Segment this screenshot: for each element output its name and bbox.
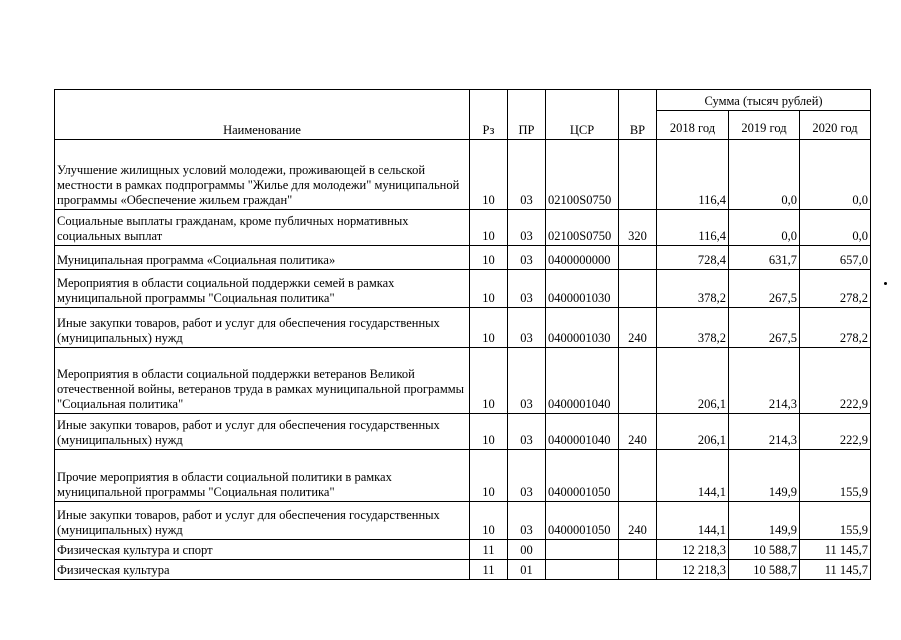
cell-pr: 03	[508, 140, 546, 210]
cell-pr: 03	[508, 348, 546, 414]
header-year-2020: 2020 год	[800, 111, 871, 140]
header-rz: Рз	[470, 90, 508, 140]
cell-v2019: 267,5	[729, 270, 800, 308]
cell-rz: 10	[470, 270, 508, 308]
cell-vr: 240	[619, 414, 657, 450]
cell-v2020: 11 145,7	[800, 540, 871, 560]
cell-v2018: 144,1	[657, 450, 729, 502]
cell-v2020: 155,9	[800, 450, 871, 502]
cell-v2018: 12 218,3	[657, 560, 729, 580]
table-row	[55, 270, 871, 308]
cell-pr: 03	[508, 246, 546, 270]
header-csr: ЦСР	[546, 90, 619, 140]
cell-name: Мероприятия в области социальной поддержки семей в рамках муниципальной программы "Социальная политика"	[55, 270, 470, 308]
cell-csr: 0400001050	[546, 502, 619, 540]
cell-vr	[619, 140, 657, 210]
cell-v2020: 0,0	[800, 210, 871, 246]
table-row	[55, 210, 871, 246]
cell-rz: 10	[470, 414, 508, 450]
table-row	[55, 246, 871, 270]
table-row	[55, 140, 871, 210]
cell-pr: 00	[508, 540, 546, 560]
cell-name: Социальные выплаты гражданам, кроме публичных нормативных социальных выплат	[55, 210, 470, 246]
cell-vr: 240	[619, 502, 657, 540]
table-row	[55, 308, 871, 348]
table-row	[55, 502, 871, 540]
cell-name: Физическая культура	[55, 560, 470, 580]
cell-rz: 10	[470, 308, 508, 348]
cell-v2018: 378,2	[657, 308, 729, 348]
cell-v2019: 10 588,7	[729, 560, 800, 580]
header-row-top	[55, 90, 871, 111]
cell-vr	[619, 450, 657, 502]
cell-v2020: 278,2	[800, 308, 871, 348]
cell-rz: 10	[470, 246, 508, 270]
cell-v2019: 10 588,7	[729, 540, 800, 560]
cell-csr: 0400001040	[546, 414, 619, 450]
header-vr: ВР	[619, 90, 657, 140]
cell-pr: 03	[508, 308, 546, 348]
cell-rz: 11	[470, 540, 508, 560]
cell-csr	[546, 540, 619, 560]
header-sum-group: Сумма (тысяч рублей)	[657, 90, 871, 111]
cell-v2020: 155,9	[800, 502, 871, 540]
table-body	[55, 140, 871, 580]
cell-v2019: 149,9	[729, 450, 800, 502]
cell-v2020: 0,0	[800, 140, 871, 210]
cell-rz: 10	[470, 502, 508, 540]
cell-vr	[619, 348, 657, 414]
cell-csr: 0400001050	[546, 450, 619, 502]
cell-v2020: 222,9	[800, 414, 871, 450]
cell-csr: 0400001030	[546, 308, 619, 348]
cell-vr	[619, 560, 657, 580]
table-row	[55, 348, 871, 414]
cell-v2019: 267,5	[729, 308, 800, 348]
cell-csr: 0400001040	[546, 348, 619, 414]
cell-name: Иные закупки товаров, работ и услуг для обеспечения государственных (муниципальных) нужд	[55, 308, 470, 348]
cell-rz: 10	[470, 210, 508, 246]
cell-v2019: 149,9	[729, 502, 800, 540]
cell-vr: 320	[619, 210, 657, 246]
cell-name: Улучшение жилищных условий молодежи, проживающей в сельской местности в рамках подпрограммы "Жилье для молодежи" муниципальной программы «Обеспечение жильем граждан"	[55, 140, 470, 210]
cell-v2019: 214,3	[729, 348, 800, 414]
cell-v2018: 728,4	[657, 246, 729, 270]
cell-rz: 10	[470, 348, 508, 414]
header-name: Наименование	[55, 90, 470, 140]
cell-name: Муниципальная программа «Социальная политика»	[55, 246, 470, 270]
header-year-2019: 2019 год	[729, 111, 800, 140]
cell-vr	[619, 540, 657, 560]
margin-dot	[884, 282, 887, 285]
cell-vr	[619, 246, 657, 270]
cell-rz: 10	[470, 450, 508, 502]
cell-v2020: 11 145,7	[800, 560, 871, 580]
table-row	[55, 414, 871, 450]
cell-pr: 03	[508, 502, 546, 540]
cell-v2018: 12 218,3	[657, 540, 729, 560]
cell-v2019: 214,3	[729, 414, 800, 450]
cell-v2018: 144,1	[657, 502, 729, 540]
cell-pr: 03	[508, 210, 546, 246]
cell-v2019: 0,0	[729, 210, 800, 246]
cell-name: Иные закупки товаров, работ и услуг для обеспечения государственных (муниципальных) нужд	[55, 502, 470, 540]
cell-csr: 02100S0750	[546, 210, 619, 246]
cell-v2018: 116,4	[657, 210, 729, 246]
cell-rz: 10	[470, 140, 508, 210]
cell-v2018: 116,4	[657, 140, 729, 210]
cell-name: Иные закупки товаров, работ и услуг для обеспечения государственных (муниципальных) нужд	[55, 414, 470, 450]
cell-name: Физическая культура и спорт	[55, 540, 470, 560]
cell-pr: 03	[508, 270, 546, 308]
cell-v2018: 206,1	[657, 414, 729, 450]
cell-v2019: 0,0	[729, 140, 800, 210]
cell-vr	[619, 270, 657, 308]
cell-v2020: 222,9	[800, 348, 871, 414]
cell-name: Мероприятия в области социальной поддержки ветеранов Великой отечественной войны, ветеранов труда в рамках муниципальной программы "Социальная политика"	[55, 348, 470, 414]
table-row	[55, 560, 871, 580]
cell-csr	[546, 560, 619, 580]
header-pr: ПР	[508, 90, 546, 140]
cell-vr: 240	[619, 308, 657, 348]
cell-v2018: 378,2	[657, 270, 729, 308]
table-row	[55, 450, 871, 502]
cell-csr: 0400001030	[546, 270, 619, 308]
cell-csr: 02100S0750	[546, 140, 619, 210]
cell-pr: 03	[508, 450, 546, 502]
cell-v2018: 206,1	[657, 348, 729, 414]
header-year-2018: 2018 год	[657, 111, 729, 140]
cell-v2020: 278,2	[800, 270, 871, 308]
cell-name: Прочие мероприятия в области социальной политики в рамках муниципальной программы "Социальная политика"	[55, 450, 470, 502]
cell-rz: 11	[470, 560, 508, 580]
cell-pr: 03	[508, 414, 546, 450]
budget-table	[54, 89, 871, 580]
cell-pr: 01	[508, 560, 546, 580]
cell-v2020: 657,0	[800, 246, 871, 270]
cell-v2019: 631,7	[729, 246, 800, 270]
cell-csr: 0400000000	[546, 246, 619, 270]
table-row	[55, 540, 871, 560]
